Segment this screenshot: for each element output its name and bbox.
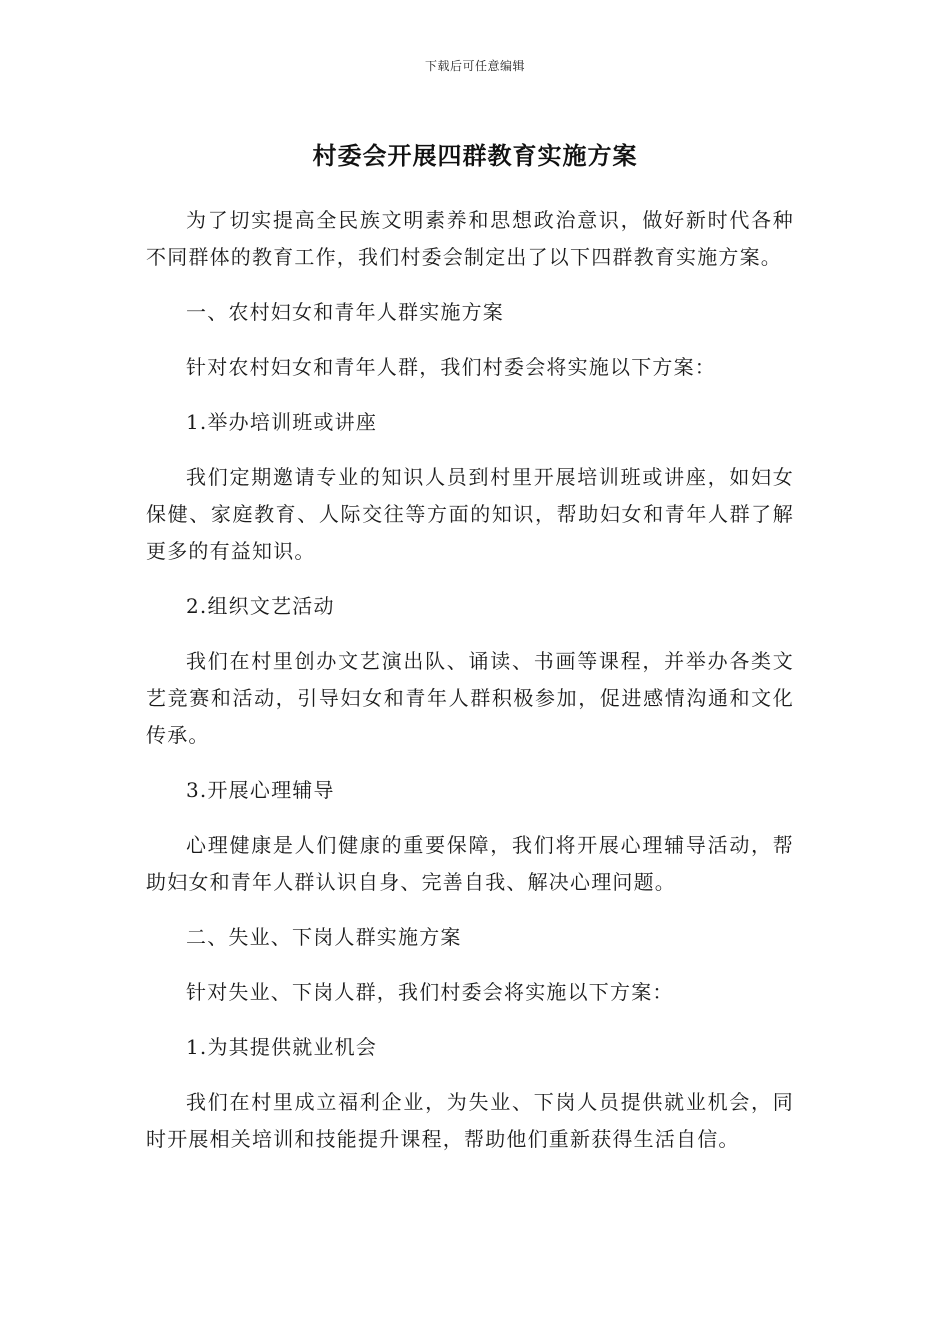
paragraph: 我们在村里成立福利企业，为失业、下岗人员提供就业机会，同时开展相关培训和技能提升课程，帮助他们重新获得生活自信。	[146, 1090, 794, 1151]
subsection-heading: 2.组织文艺活动	[186, 594, 335, 618]
paragraph: 我们定期邀请专业的知识人员到村里开展培训班或讲座，如妇女保健、家庭教育、人际交往等方面的知识，帮助妇女和青年人群了解更多的有益知识。	[146, 465, 794, 563]
paragraph: 我们在村里创办文艺演出队、诵读、书画等课程，并举办各类文艺竞赛和活动，引导妇女和青年人群积极参加，促进感情沟通和文化传承。	[146, 649, 794, 747]
subsection-heading: 1.为其提供就业机会	[186, 1035, 378, 1059]
section-heading-2: 二、失业、下岗人群实施方案	[186, 925, 462, 949]
document-body	[146, 202, 794, 1176]
header-note: 下载后可任意编辑	[424, 59, 525, 73]
paragraph: 针对失业、下岗人群，我们村委会将实施以下方案：	[186, 980, 674, 1004]
paragraph: 针对农村妇女和青年人群，我们村委会将实施以下方案：	[186, 355, 716, 379]
paragraph: 心理健康是人们健康的重要保障，我们将开展心理辅导活动，帮助妇女和青年人群认识自身、完善自我、解决心理问题。	[146, 833, 794, 894]
subsection-heading: 3.开展心理辅导	[186, 778, 335, 802]
document-title: 村委会开展四群教育实施方案	[312, 142, 638, 170]
section-heading-1: 一、农村妇女和青年人群实施方案	[186, 300, 504, 324]
subsection-heading: 1.举办培训班或讲座	[186, 410, 378, 434]
paragraph-intro: 为了切实提高全民族文明素养和思想政治意识，做好新时代各种不同群体的教育工作，我们村委会制定出了以下四群教育实施方案。	[146, 208, 794, 269]
